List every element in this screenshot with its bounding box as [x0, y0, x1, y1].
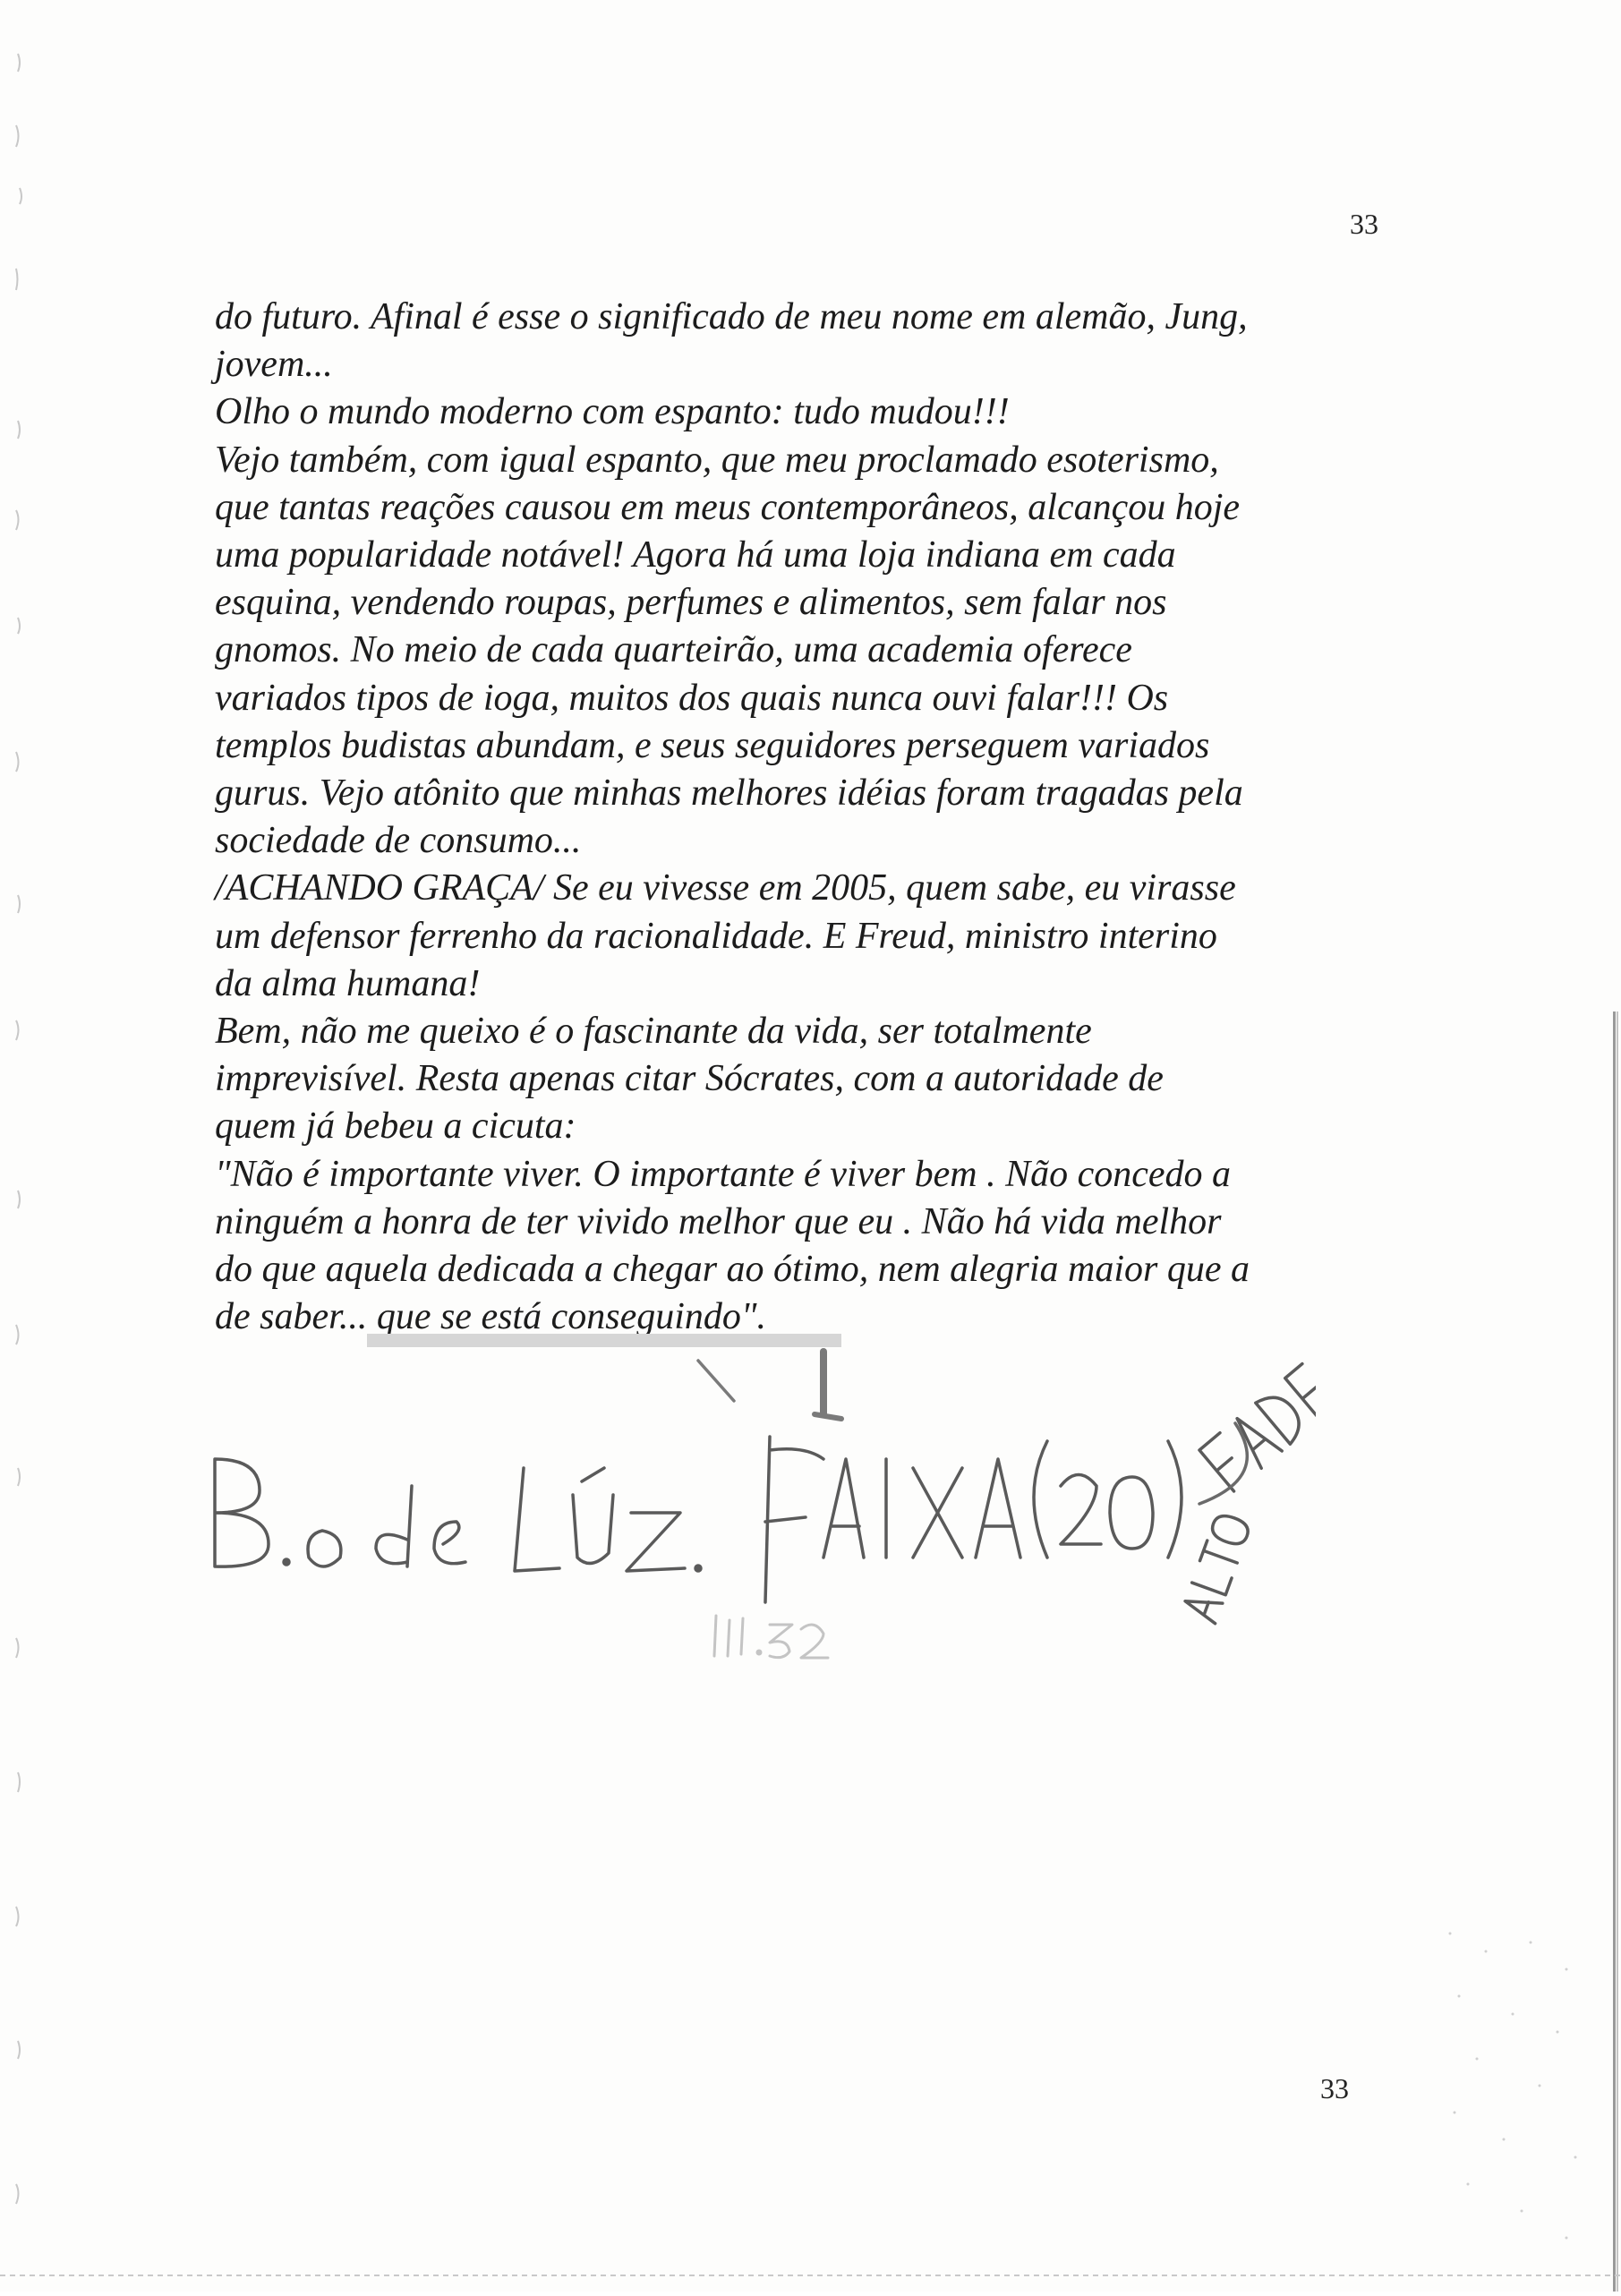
text-line: de saber... que se está conseguindo".: [215, 1296, 767, 1338]
handwritten-pencil-notes: [197, 1334, 1316, 1674]
text-line: do futuro. Afinal é esse o significado de meu nome em alemão, Jung,: [215, 296, 1248, 337]
right-edge-scan-border: [1593, 1011, 1621, 2292]
page-number-bottom: 33: [1320, 2072, 1349, 2104]
text-line: um defensor ferrenho da racionalidade. E Freud, ministro interino: [215, 915, 1217, 957]
text-line: ninguém a honra de ter vivido melhor que eu . Não há vida melhor: [215, 1200, 1222, 1242]
text-line: uma popularidade notável! Agora há uma loja indiana em cada: [215, 534, 1176, 576]
text-line: gnomos. No meio de cada quarteirão, uma academia oferece: [215, 629, 1132, 671]
text-line: Bem, não me queixo é o fascinante da vida, ser totalmente: [215, 1011, 1092, 1053]
text-line: variados tipos de ioga, muitos dos quais nunca ouvi falar!!! Os: [215, 677, 1169, 719]
text-line: gurus. Vejo atônito que minhas melhores idéias foram tragadas pela: [215, 772, 1243, 815]
text-line: quem já bebeu a cicuta:: [215, 1105, 576, 1148]
text-line: que tantas reações causou em meus contemporâneos, alcançou hoje: [215, 486, 1241, 528]
text-line: /ACHANDO GRAÇA/ Se eu vivesse em 2005, quem sabe, eu virasse: [215, 867, 1236, 909]
text-line: esquina, vendendo roupas, perfumes e alimentos, sem falar nos: [215, 582, 1167, 624]
handwritten-note-faint: [714, 1616, 828, 1658]
text-line: Olho o mundo moderno com espanto: tudo mudou!!!: [215, 391, 1010, 433]
page-number-top: 33: [1350, 208, 1378, 240]
bottom-edge-scan-border: [0, 2265, 1621, 2292]
handwritten-note-bo-de-luz: [215, 1459, 701, 1571]
text-line: Vejo também, com igual espanto, que meu proclamado esoterismo,: [215, 439, 1219, 481]
text-line: sociedade de consumo...: [215, 820, 582, 862]
text-line: "Não é importante viver. O importante é viver bem . Não concedo a: [215, 1153, 1232, 1195]
handwritten-note-faixa-20: [765, 1437, 1182, 1602]
handwritten-note-alto: [1182, 1512, 1251, 1624]
text-line: do que aquela dedicada a chegar ao ótimo, nem alegria maior que a: [215, 1249, 1250, 1291]
body-text: [215, 294, 1405, 1341]
handwritten-note-fade: [1199, 1364, 1316, 1491]
text-line: da alma humana!: [215, 962, 481, 1004]
text-line: imprevisível. Resta apenas citar Sócrates, com a autoridade de: [215, 1058, 1164, 1100]
scan-speckle-noise: [1432, 1916, 1593, 2256]
left-margin-scan-artifacts: [0, 0, 63, 2292]
text-line: jovem...: [215, 344, 333, 386]
text-line: templos budistas abundam, e seus seguidores perseguem variados: [215, 724, 1210, 766]
